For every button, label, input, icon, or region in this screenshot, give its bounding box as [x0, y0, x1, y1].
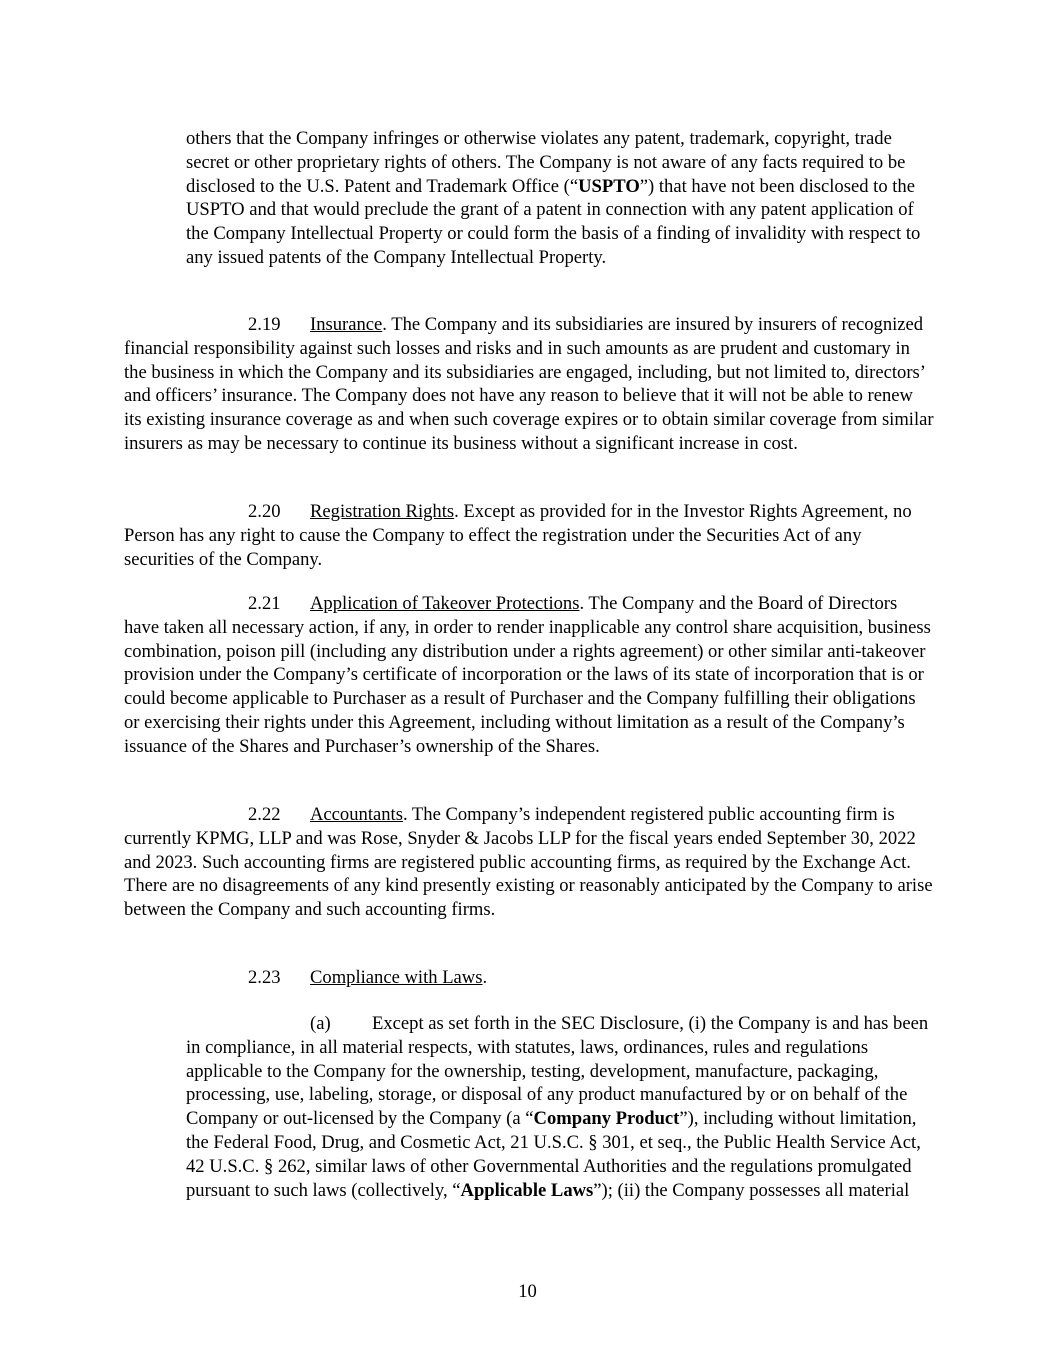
section-number: 2.22	[248, 804, 281, 825]
section-heading: Registration Rights	[310, 501, 455, 522]
continuation-text: others that the Company infringes or otherwise violates any patent, trademark, copyright, trade secret or other proprietary rights of others. The Company is not aware of any facts required to be disclosed to the U.S. Patent and Trademark Office (“	[186, 128, 906, 197]
section-number: 2.23	[248, 967, 281, 988]
section-body: . The Company’s independent registered public accounting firm is currently KPMG, LLP and was Rose, Snyder & Jacobs LLP for the fiscal years ended September 30, 2022 and 2023. Such accounting firms are registered public accounting firms, as required by the Exchange Act. There are no disagreements of any kind presently existing or reasonably anticipated by the Company to arise between the Company and such accounting firms.	[124, 804, 933, 921]
subsection-a	[186, 1012, 934, 1202]
defined-term-company-product: Company Product	[533, 1108, 680, 1130]
section-2-19	[124, 313, 934, 456]
section-body: . The Company and the Board of Directors have taken all necessary action, if any, in order to render inapplicable any control share acquisition, business combination, poison pill (including any distribution under a rights agreement) or other similar anti-takeover provision under the Company’s certificate of incorporation or the laws of its state of incorporation that is or could become applicable to Purchaser as a result of Purchaser and the Company fulfilling their obligations or exercising their rights under this Agreement, including without limitation as a result of the Company’s issuance of the Shares and Purchaser’s ownership of the Shares.	[124, 593, 931, 757]
section-2-20	[124, 500, 934, 571]
subsection-text: Except as set forth in the SEC Disclosure, (i) the Company is and has been in compliance, in all material respects, with statutes, laws, ordinances, rules and regulations applicable to the Company for the ownership, testing, development, manufacture, packaging, processing, use, labeling, storage, or disposal of any product manufactured by or on behalf of the Company or out-licensed by the Company (a “	[186, 1013, 929, 1130]
section-heading: Accountants	[310, 804, 403, 825]
defined-term-uspto: USPTO	[578, 175, 640, 197]
section-body: . Except as provided for in the Investor Rights Agreement, no Person has any right to cause the Company to effect the registration under the Securities Act of any securities of the Company.	[124, 501, 912, 570]
section-2-21	[124, 592, 934, 759]
section-heading: Application of Takeover Protections	[310, 593, 580, 614]
section-heading: Compliance with Laws	[310, 967, 483, 988]
section-body: . The Company and its subsidiaries are insured by insurers of recognized financial responsibility against such losses and risks and in such amounts as are prudent and customary in the business in which the Company and its subsidiaries are engaged, including, but not limited to, directors’ and officers’ insurance. The Company does not have any reason to believe that it will not be able to renew its existing insurance coverage as and when such coverage expires or to obtain similar coverage from similar insurers as may be necessary to continue its business without a significant increase in cost.	[124, 314, 934, 454]
section-heading: Insurance	[310, 314, 383, 335]
section-number: 2.21	[248, 593, 281, 614]
section-2-22	[124, 803, 934, 922]
section-2-23	[124, 966, 934, 990]
continuation-text-end: ”) that have not been disclosed to the USPTO and that would preclude the grant of a patent in connection with any patent application of the Company Intellectual Property or could form the basis of a finding of invalidity with respect to any issued patents of the Company Intellectual Property.	[186, 175, 921, 268]
section-body: .	[482, 967, 488, 988]
subsection-label: (a)	[310, 1013, 331, 1034]
defined-term-applicable-laws: Applicable Laws	[460, 1179, 594, 1201]
section-number: 2.19	[248, 314, 281, 335]
section-number: 2.20	[248, 501, 281, 522]
subsection-text-mid: ”), including without limitation, the Federal Food, Drug, and Cosmetic Act, 21 U.S.C. § 301, et seq., the Public Health Service Act, 42 U.S.C. § 262, similar laws of other Governmental Authorities and the regulations promulgated pursuant to such laws (collectively, “	[186, 1108, 921, 1201]
subsection-text-end: ”); (ii) the Company possesses all material	[593, 1179, 910, 1201]
continuation-paragraph	[186, 127, 934, 270]
page-number: 10	[518, 1281, 537, 1302]
